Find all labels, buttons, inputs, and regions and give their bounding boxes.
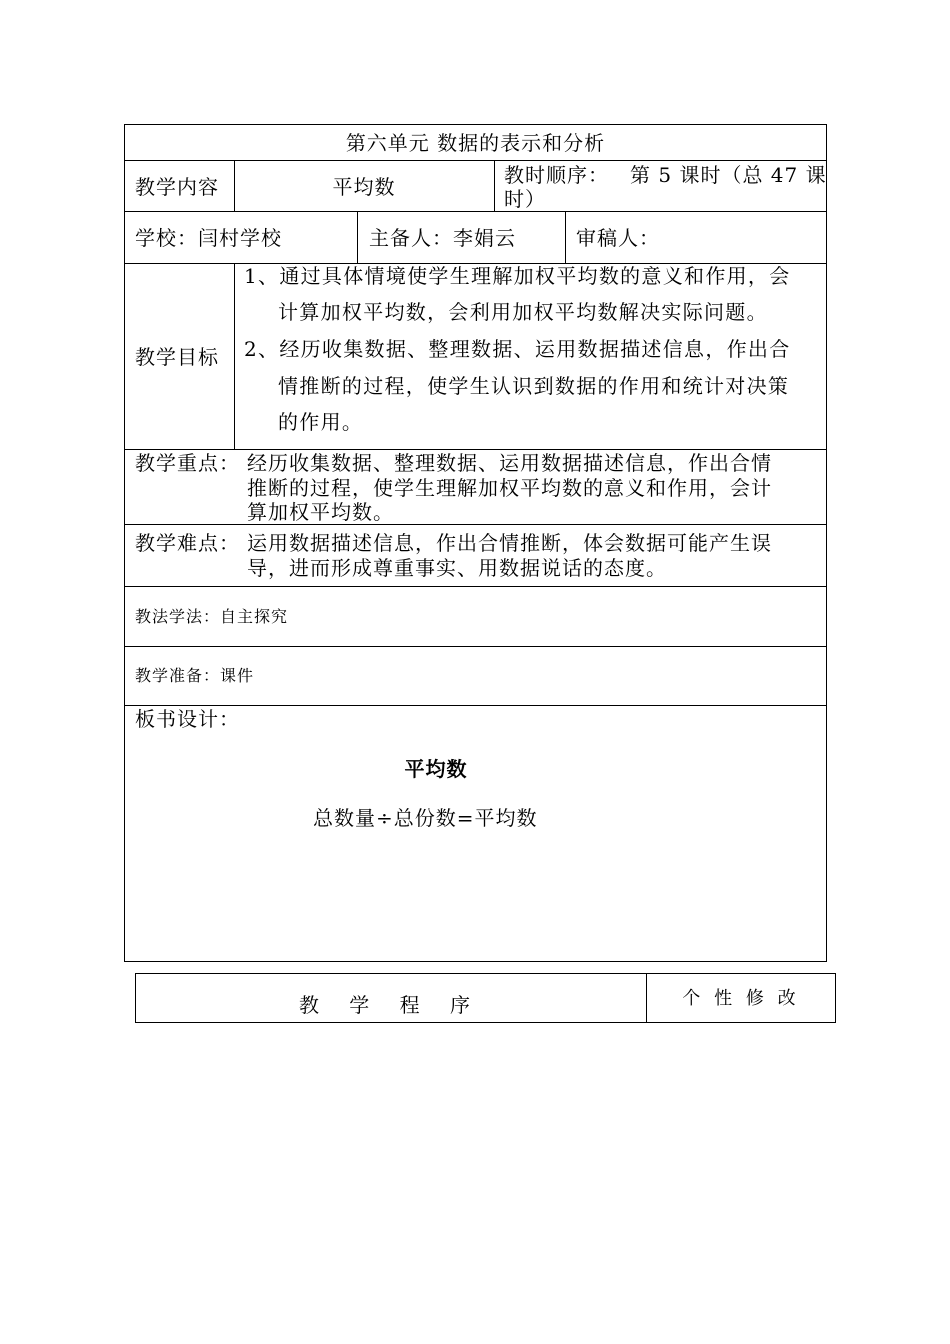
- objective-line: 1、通过具体情境使学生理解加权平均数的意义和作用，会: [244, 264, 791, 288]
- content-value: 平均数: [332, 175, 396, 199]
- preparation-text: 教学准备：课件: [135, 666, 255, 685]
- board-formula: 总数量÷总份数=平均数: [313, 806, 538, 830]
- sequence-value: 第 5 课时（总 47 课: [630, 163, 827, 187]
- row-divider: [124, 160, 827, 161]
- objective-line: 计算加权平均数，会利用加权平均数解决实际问题。: [278, 300, 768, 324]
- reviewer-cell: 审稿人：: [576, 226, 660, 250]
- row-divider: [124, 211, 827, 212]
- content-label: 教学内容: [135, 175, 219, 199]
- col-divider: [357, 211, 358, 264]
- objective-line: 情推断的过程，使学生认识到数据的作用和统计对决策: [278, 374, 790, 398]
- program-header: 教 学 程 序: [298, 993, 483, 1017]
- row-divider: [124, 449, 827, 450]
- key-points-label: 教学重点：: [135, 451, 240, 475]
- sequence-label: 教时顺序：: [504, 163, 609, 187]
- key-points-line: 推断的过程，使学生理解加权平均数的意义和作用，会计: [247, 476, 772, 500]
- unit-title: 第六单元 数据的表示和分析: [345, 131, 606, 155]
- objective-line: 的作用。: [278, 410, 364, 434]
- objectives-label: 教学目标: [135, 345, 219, 369]
- difficulties-label: 教学难点：: [135, 531, 240, 555]
- col-divider: [494, 160, 495, 212]
- method-text: 教法学法：自主探究: [135, 607, 289, 626]
- school-cell: 学校：闫村学校: [135, 226, 282, 250]
- board-label: 板书设计：: [135, 707, 240, 731]
- objective-line: 2、经历收集数据、整理数据、运用数据描述信息，作出合: [244, 337, 791, 361]
- row-divider: [124, 705, 827, 706]
- difficulties-line: 导，进而形成尊重事实、用数据说话的态度。: [247, 556, 667, 580]
- board-title: 平均数: [404, 757, 468, 781]
- difficulties-line: 运用数据描述信息，作出合情推断，体会数据可能产生误: [247, 531, 772, 555]
- col-divider: [234, 263, 235, 450]
- col-divider: [565, 211, 566, 264]
- sequence-value-cont: 时）: [504, 187, 546, 211]
- key-points-line: 经历收集数据、整理数据、运用数据描述信息，作出合情: [247, 451, 772, 475]
- revision-header: 个 性 修 改: [682, 988, 800, 1009]
- key-points-line: 算加权平均数。: [247, 500, 394, 524]
- row-divider: [124, 524, 827, 525]
- preparer-cell: 主备人：李娟云: [369, 226, 516, 250]
- row-divider: [124, 586, 827, 587]
- row-divider: [124, 646, 827, 647]
